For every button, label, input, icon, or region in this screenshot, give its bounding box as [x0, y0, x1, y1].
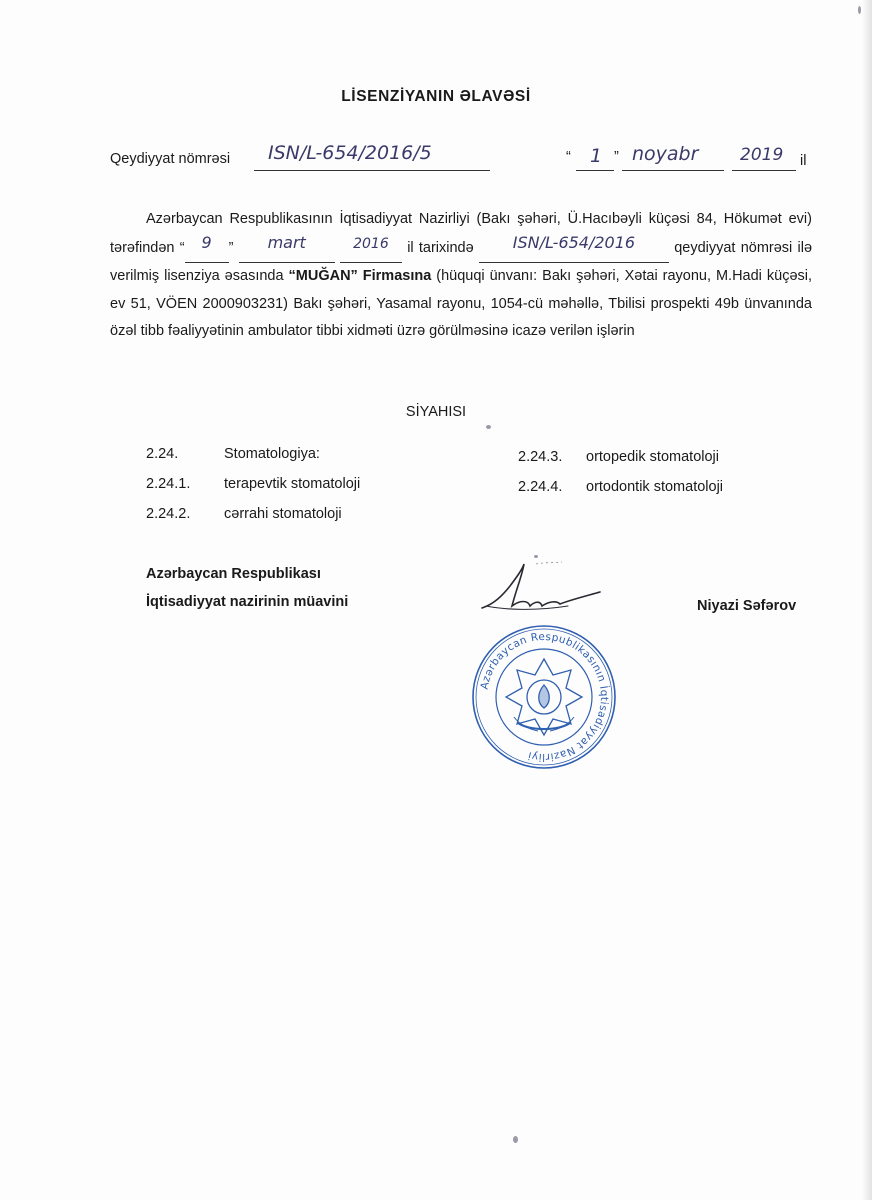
day-underline [576, 170, 614, 171]
registration-number: ISN/L-654/2016/5 [268, 142, 432, 164]
scan-speck [534, 555, 538, 558]
year-suffix: il [800, 153, 807, 169]
list-heading: SİYAHISI [405, 404, 467, 420]
handwritten-signature [476, 556, 606, 626]
signatory-name: Niyazi Səfərov [697, 598, 797, 614]
registration-month: noyabr [632, 143, 699, 165]
seal-ring-text: Azərbaycan Respublikasının İqtisadiyyat Nazirliyi [478, 630, 611, 764]
issue-year-field [340, 235, 402, 263]
body-paragraph [110, 206, 812, 345]
list-item-number: 2.24.3. [518, 449, 563, 465]
scan-edge-shadow [862, 0, 872, 1200]
list-item-text: terapevtik stomatoloji [224, 476, 361, 492]
body-text-1: Azərbaycan Respublikasının İqtisadiyyat Nazirliyi (Bakı şəhəri, Ü.Hacıbəyli küçəsi 84, Hökumət evi) tərəfindən [110, 211, 812, 257]
list-item-number: 2.24.2. [146, 506, 191, 522]
issue-year: 2016 [353, 236, 389, 253]
star-emblem-icon [506, 659, 582, 735]
license-number: ISN/L-654/2016 [512, 233, 636, 253]
open-quote: “ [566, 149, 571, 165]
document-title: LİSENZİYANIN ƏLAVƏSİ [341, 88, 531, 105]
year-underline [732, 170, 796, 171]
body-text-4: (hüquqi ünvanı: Bakı şəhəri, Xətai rayonu, M.Hadi küçəsi, ev 51, VÖEN 2000903231) Bakı şəhəri, Yasamal rayonu, 1054-cü məhəllə, Tbilisi prospekti 49b ünvanında özəl tibb fəaliyyətinin ambulator tibbi xidməti üzrə görülməsinə icazə verilən işlərin [110, 268, 813, 339]
list-item-number: 2.24.1. [146, 476, 191, 492]
body-text-3: qeydiyyat nömrəsi ilə verilmiş lisenziya əsasında [110, 240, 813, 285]
body-text-2: il tarixində [407, 240, 474, 257]
registration-label: Qeydiyyat nömrəsi [110, 151, 231, 167]
registration-number-underline [254, 170, 490, 171]
issue-month: mart [267, 233, 306, 253]
list-item-number: 2.24. [146, 446, 179, 462]
signatory-country: Azərbaycan Respublikası [146, 566, 321, 582]
signatory-position: İqtisadiyyat nazirinin müavini [146, 594, 349, 610]
issue-month-field [239, 233, 335, 263]
list-item-text: Stomatologiya: [224, 446, 320, 462]
list-item-text: ortopedik stomatoloji [586, 449, 719, 465]
month-underline [622, 170, 724, 171]
issue-day-field [185, 233, 229, 263]
company-name: “MUĞAN” Firmasına [288, 268, 432, 285]
list-item-number: 2.24.4. [518, 479, 563, 495]
scan-speck [486, 425, 491, 429]
list-item-text: cərrahi stomatoloji [224, 506, 342, 522]
issue-day: 9 [201, 233, 212, 253]
issue-open-quote: “ [179, 240, 185, 257]
license-number-field [479, 233, 669, 263]
issue-close-quote: ” [228, 240, 234, 257]
registration-day: 1 [590, 145, 603, 167]
scan-speck [858, 6, 861, 14]
registration-year: 2019 [740, 145, 784, 165]
list-item-text: ortodontik stomatoloji [586, 479, 724, 495]
scan-speck [513, 1136, 518, 1143]
official-seal [471, 624, 617, 770]
close-quote: ” [614, 149, 619, 165]
